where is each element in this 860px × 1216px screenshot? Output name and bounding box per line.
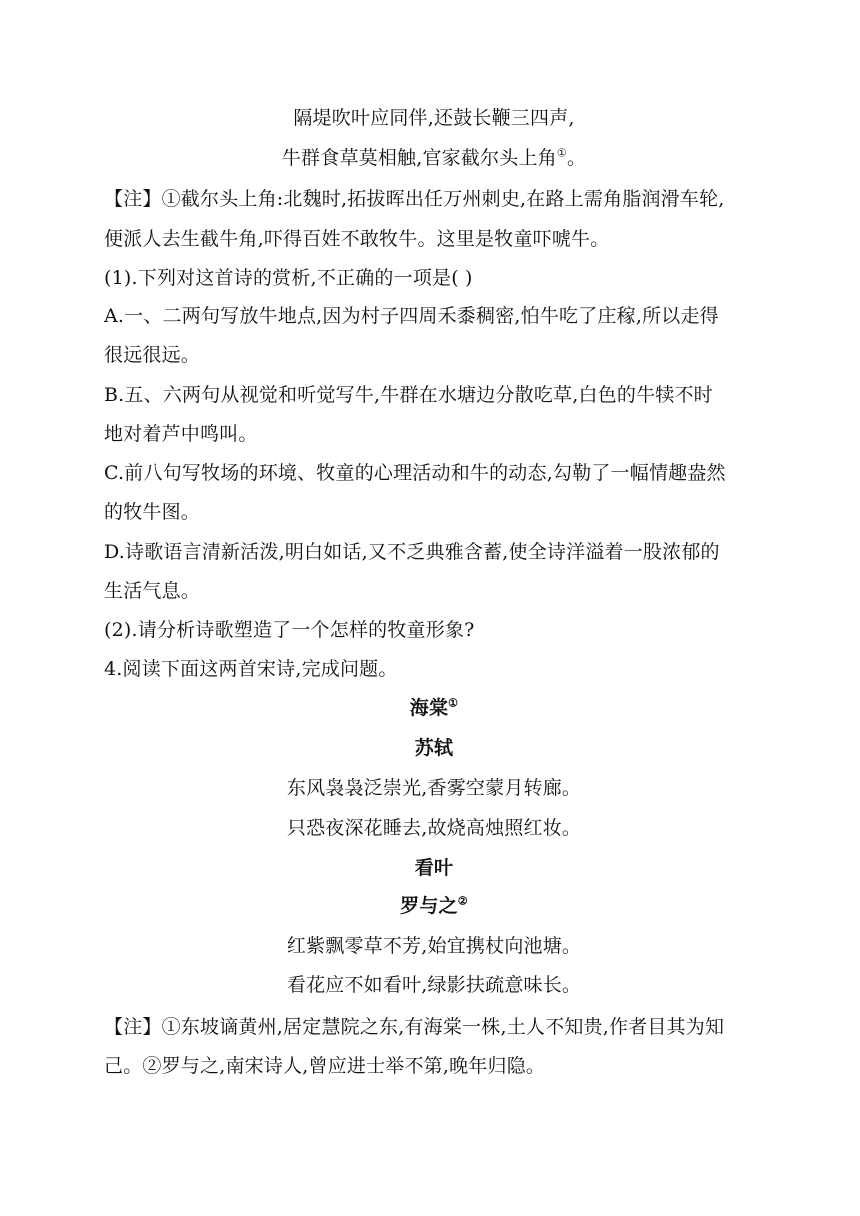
poem-b-author — [104, 893, 764, 919]
note2-line-1: 【注】①东坡谪黄州,居定慧院之东,有海棠一株,土人不知贵,作者目其为知 — [104, 1016, 725, 1038]
option-a-line-2: 很远很远。 — [104, 344, 201, 366]
question4-stem: 4.阅读下面这两首宋诗,完成问题。 — [104, 658, 398, 680]
poem1-line-2-text: 牛群食草莫相触,官家截尔头上角 — [281, 147, 557, 169]
poem-a-title-text: 海棠 — [409, 697, 449, 719]
poem1-period: 。 — [566, 147, 587, 169]
poem-b-title: 看叶 — [414, 857, 454, 879]
poem-a-author: 苏轼 — [414, 737, 454, 759]
note1-line-2: 便派人去生截牛角,吓得百姓不敢牧牛。这里是牧童吓唬牛。 — [104, 228, 610, 250]
option-b-line-1: B.五、六两句从视觉和听觉写牛,牛群在水塘边分散吃草,白色的牛犊不时 — [104, 384, 713, 406]
footnote-marker: ① — [448, 696, 459, 710]
option-c-line-1: C.前八句写牧场的环境、牧童的心理活动和牛的动态,勾勒了一幅情趣盎然 — [104, 462, 726, 484]
poem-b-line-2: 看花应不如看叶,绿影扶疏意味长。 — [286, 974, 582, 996]
note2-line-2: 己。②罗与之,南宋诗人,曾应进士举不第,晚年归隐。 — [104, 1055, 546, 1077]
footnote-marker: ② — [457, 894, 468, 908]
question1-stem: (1).下列对这首诗的赏析,不正确的一项是( ) — [104, 267, 473, 289]
option-b-line-2: 地对着芦中鸣叫。 — [104, 423, 258, 445]
option-c-line-2: 的牧牛图。 — [104, 501, 201, 523]
question2-stem: (2).请分析诗歌塑造了一个怎样的牧童形象? — [104, 619, 475, 641]
poem1-line-1: 隔堤吹叶应同伴,还鼓长鞭三四声, — [293, 107, 575, 129]
poem-a-line-1: 东风袅袅泛崇光,香雾空蒙月转廊。 — [286, 777, 582, 799]
option-a-line-1: A.一、二两句写放牛地点,因为村子四周禾黍稠密,怕牛吃了庄稼,所以走得 — [104, 305, 719, 327]
poem1-line-2 — [104, 145, 764, 171]
footnote-marker: ① — [556, 146, 567, 160]
option-d-line-1: D.诗歌语言清新活泼,明白如话,又不乏典雅含蓄,使全诗洋溢着一股浓郁的 — [104, 541, 720, 563]
poem-a-line-2: 只恐夜深花睡去,故烧高烛照红妆。 — [286, 817, 582, 839]
poem-a-title — [104, 695, 764, 721]
poem-b-line-1: 红紫飘零草不芳,始宜携杖向池塘。 — [286, 935, 582, 957]
note1-line-1: 【注】①截尔头上角:北魏时,拓拔晖出任万州刺史,在路上需角脂润滑车轮, — [104, 188, 725, 210]
option-d-line-2: 生活气息。 — [104, 580, 201, 602]
poem-b-author-text: 罗与之 — [400, 895, 458, 917]
